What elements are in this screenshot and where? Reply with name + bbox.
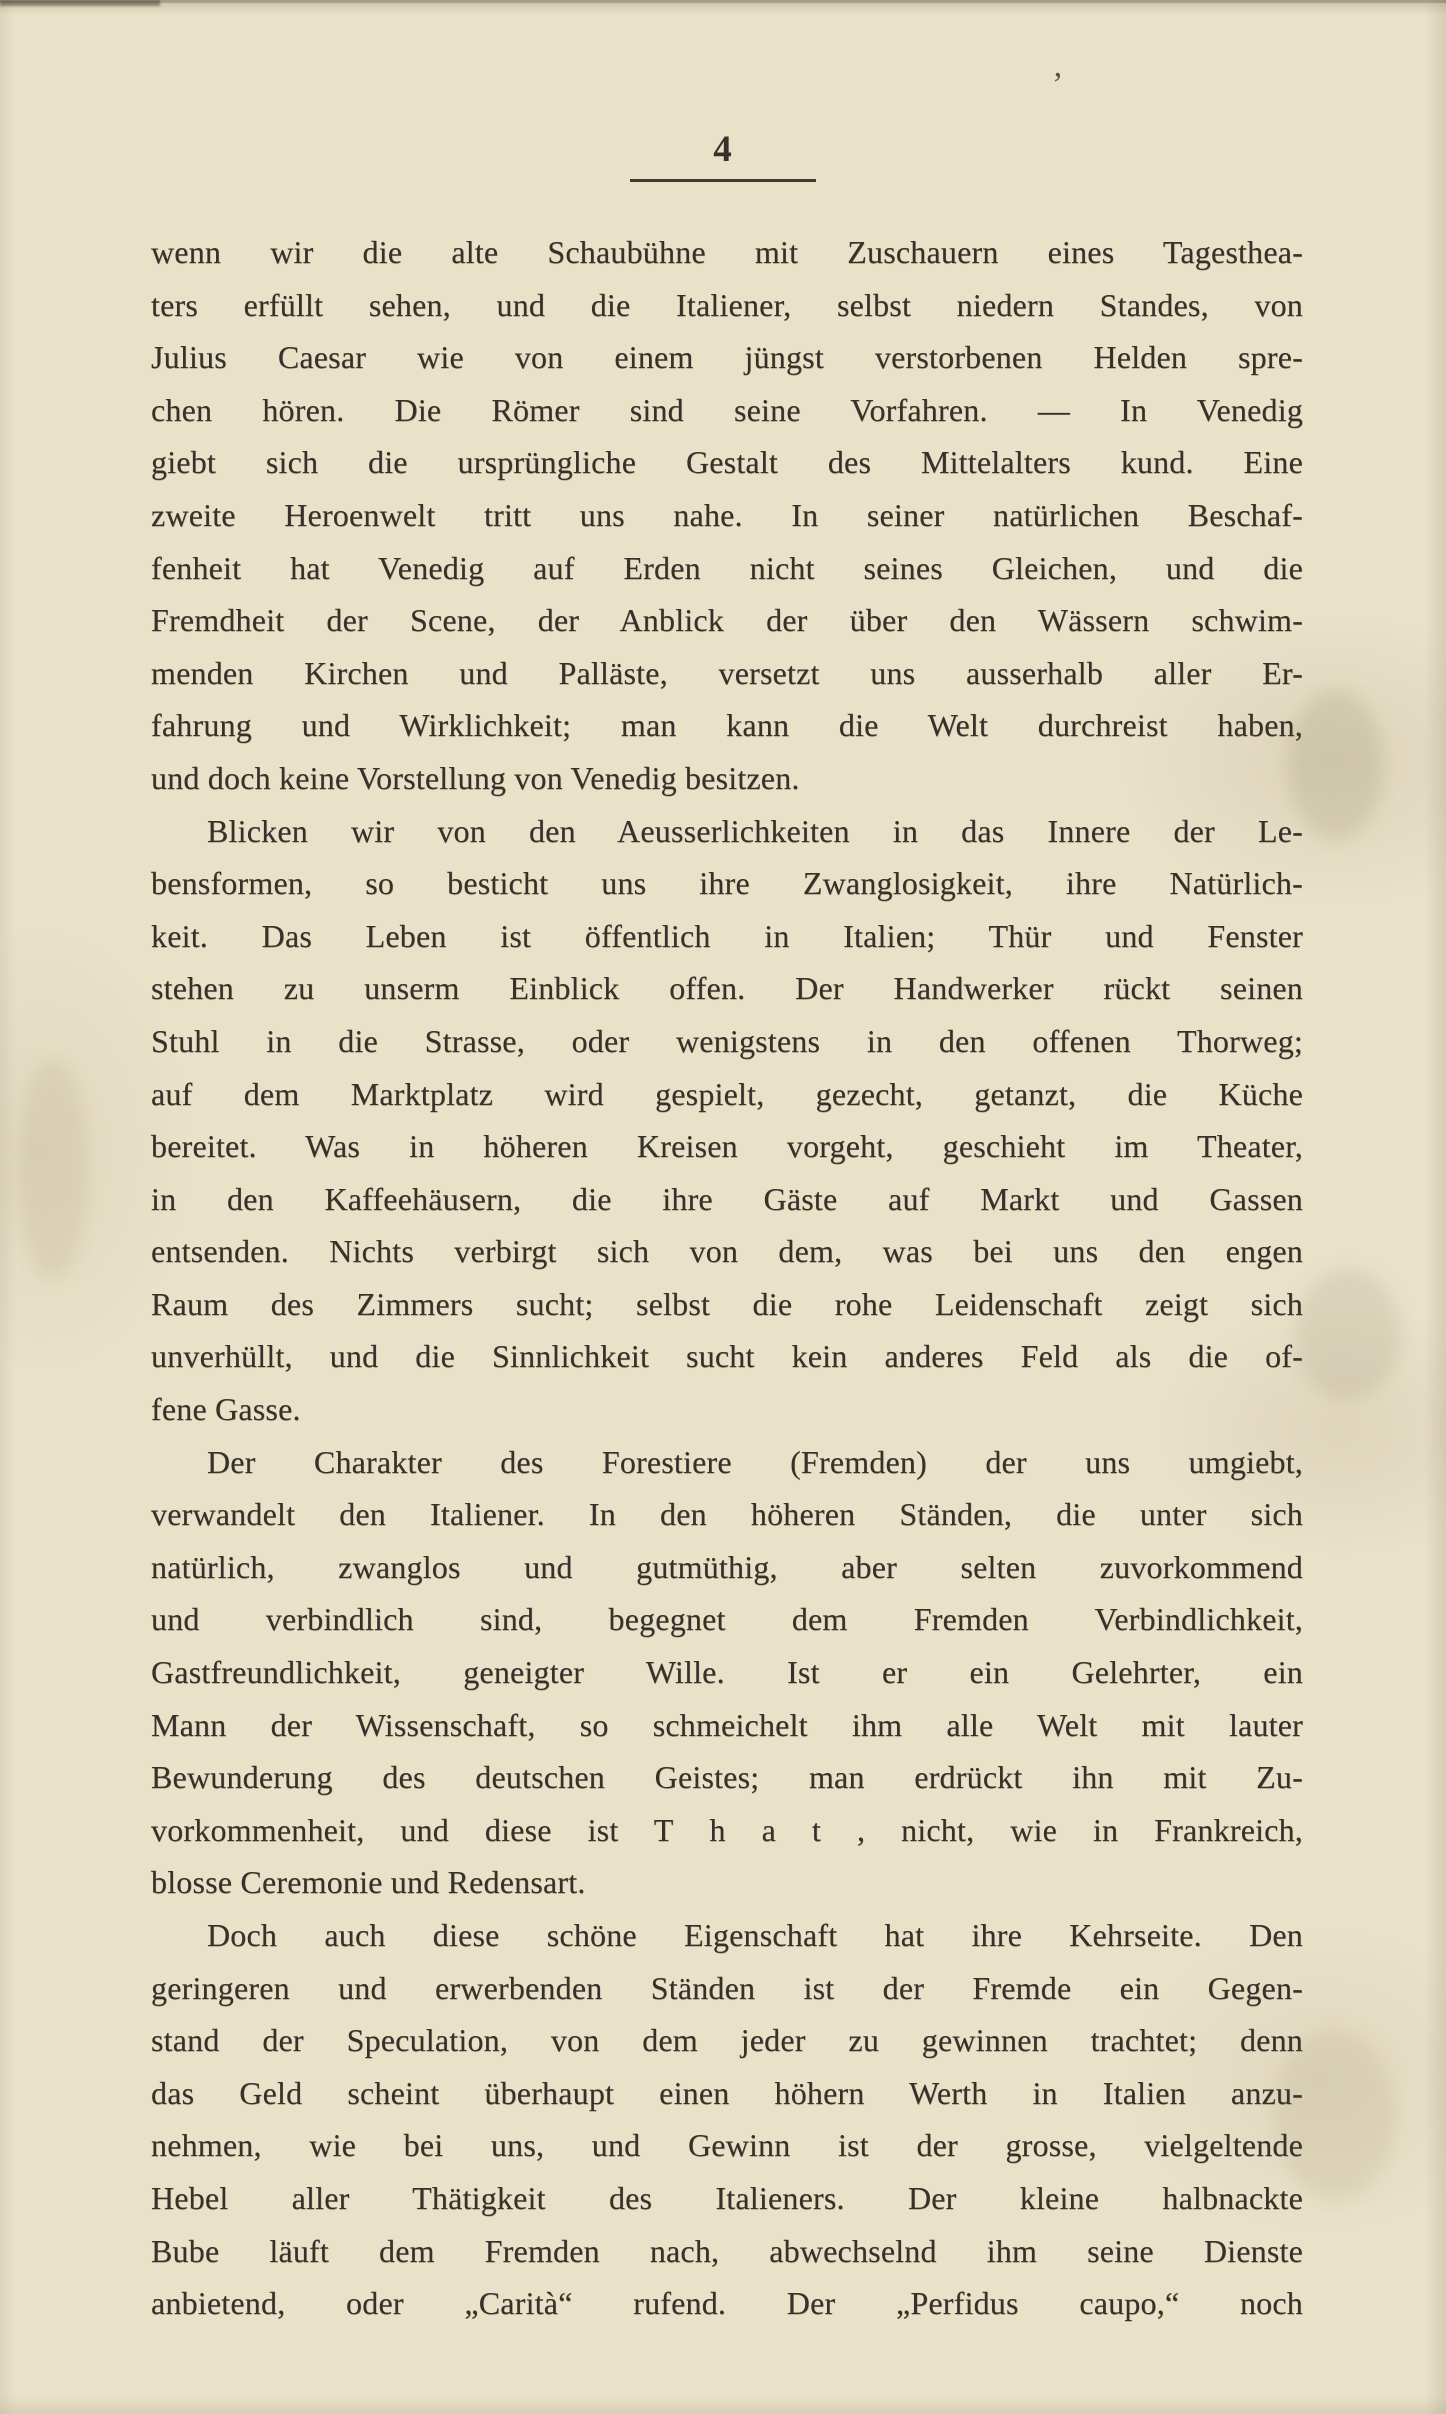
text-line: chen hören. Die Römer sind seine Vorfahren. — In Venedig — [151, 391, 1303, 428]
text-line: und doch keine Vorstellung von Venedig besitzen. — [151, 759, 800, 796]
text-line: in den Kaffeehäusern, die ihre Gäste auf Markt und Gassen — [151, 1180, 1303, 1217]
text-line: ters erfüllt sehen, und die Italiener, selbst niedern Standes, von — [151, 286, 1303, 323]
paragraph — [151, 805, 1303, 1436]
text-line: das Geld scheint überhaupt einen höhern Werth in Italien anzu- — [151, 2074, 1303, 2111]
paragraph — [151, 226, 1303, 805]
text-line: menden Kirchen und Palläste, versetzt uns ausserhalb aller Er- — [151, 654, 1303, 691]
text-line: Julius Caesar wie von einem jüngst verstorbenen Helden spre- — [151, 339, 1303, 376]
text-block — [151, 226, 1303, 2330]
text-line: vorkommenheit, und diese ist T h a t , nicht, wie in Frankreich, — [151, 1811, 1303, 1848]
scan-top-edge — [0, 0, 1446, 3]
text-line: fene Gasse. — [151, 1391, 301, 1428]
text-line: Mann der Wissenschaft, so schmeichelt ihm alle Welt mit lauter — [151, 1706, 1303, 1743]
text-line: Bewunderung des deutschen Geistes; man erdrückt ihn mit Zu- — [151, 1759, 1303, 1796]
text-line: Bube läuft dem Fremden nach, abwechselnd ihm seine Dienste — [151, 2232, 1303, 2269]
text-line: nehmen, wie bei uns, und Gewinn ist der grosse, vielgeltende — [151, 2127, 1303, 2164]
text-line: anbietend, oder „Carità“ rufend. Der „Perfidus caupo,“ noch — [151, 2285, 1303, 2322]
text-line: fenheit hat Venedig auf Erden nicht seines Gleichen, und die — [151, 549, 1303, 586]
ink-mark: ’ — [1052, 66, 1064, 103]
text-line: stand der Speculation, von dem jeder zu gewinnen trachtet; denn — [151, 2022, 1303, 2059]
text-line: blosse Ceremonie und Redensart. — [151, 1864, 586, 1901]
page-header — [0, 128, 1446, 182]
scan-corner-artifact — [0, 0, 160, 6]
text-line: Raum des Zimmers sucht; selbst die rohe Leidenschaft zeigt sich — [151, 1285, 1303, 1322]
text-line: keit. Das Leben ist öffentlich in Italien; Thür und Fenster — [151, 917, 1303, 954]
text-line: Der Charakter des Forestiere (Fremden) der uns umgiebt, — [207, 1443, 1303, 1480]
text-line: geringeren und erwerbenden Ständen ist der Fremde ein Gegen- — [151, 1969, 1303, 2006]
text-line: giebt sich die ursprüngliche Gestalt des Mittelalters kund. Eine — [151, 444, 1303, 481]
page-number-rule — [630, 179, 816, 182]
text-line: bensformen, so besticht uns ihre Zwanglosigkeit, ihre Natürlich- — [151, 865, 1303, 902]
text-line: Doch auch diese schöne Eigenschaft hat ihre Kehrseite. Den — [207, 1917, 1303, 1953]
text-line: natürlich, zwanglos und gutmüthig, aber selten zuvorkommend — [151, 1548, 1303, 1585]
text-line: fahrung und Wirklichkeit; man kann die Welt durchreist haben, — [151, 707, 1303, 744]
text-line: zweite Heroenwelt tritt uns nahe. In seiner natürlichen Beschaf- — [151, 496, 1303, 533]
paper-smudge — [1295, 1270, 1400, 1400]
text-line: Blicken wir von den Aeusserlichkeiten in das Innere der Le- — [207, 812, 1303, 849]
text-line: und verbindlich sind, begegnet dem Fremden Verbindlichkeit, — [151, 1601, 1303, 1638]
paragraph — [151, 1909, 1303, 2330]
text-line: Hebel aller Thätigkeit des Italieners. Der kleine halbnackte — [151, 2179, 1303, 2216]
text-line: Stuhl in die Strasse, oder wenigstens in den offenen Thorweg; — [151, 1022, 1303, 1059]
paper-smudge — [18, 1060, 88, 1280]
text-line: unverhüllt, und die Sinnlichkeit sucht kein anderes Feld als die of- — [151, 1338, 1303, 1375]
text-line: stehen zu unserm Einblick offen. Der Handwerker rückt seinen — [151, 970, 1303, 1007]
text-line: verwandelt den Italiener. In den höheren Ständen, die unter sich — [151, 1496, 1303, 1533]
text-line: bereitet. Was in höheren Kreisen vorgeht, geschieht im Theater, — [151, 1128, 1303, 1165]
paragraph — [151, 1436, 1303, 1909]
text-line: Fremdheit der Scene, der Anblick der über den Wässern schwim- — [151, 602, 1303, 639]
page-number: 4 — [713, 129, 733, 170]
text-line: wenn wir die alte Schaubühne mit Zuschauern eines Tagesthea- — [151, 234, 1303, 270]
text-line: entsenden. Nichts verbirgt sich von dem, was bei uns den engen — [151, 1233, 1303, 1270]
text-line: Gastfreundlichkeit, geneigter Wille. Ist er ein Gelehrter, ein — [151, 1654, 1303, 1691]
text-line: auf dem Marktplatz wird gespielt, gezecht, getanzt, die Küche — [151, 1075, 1303, 1112]
